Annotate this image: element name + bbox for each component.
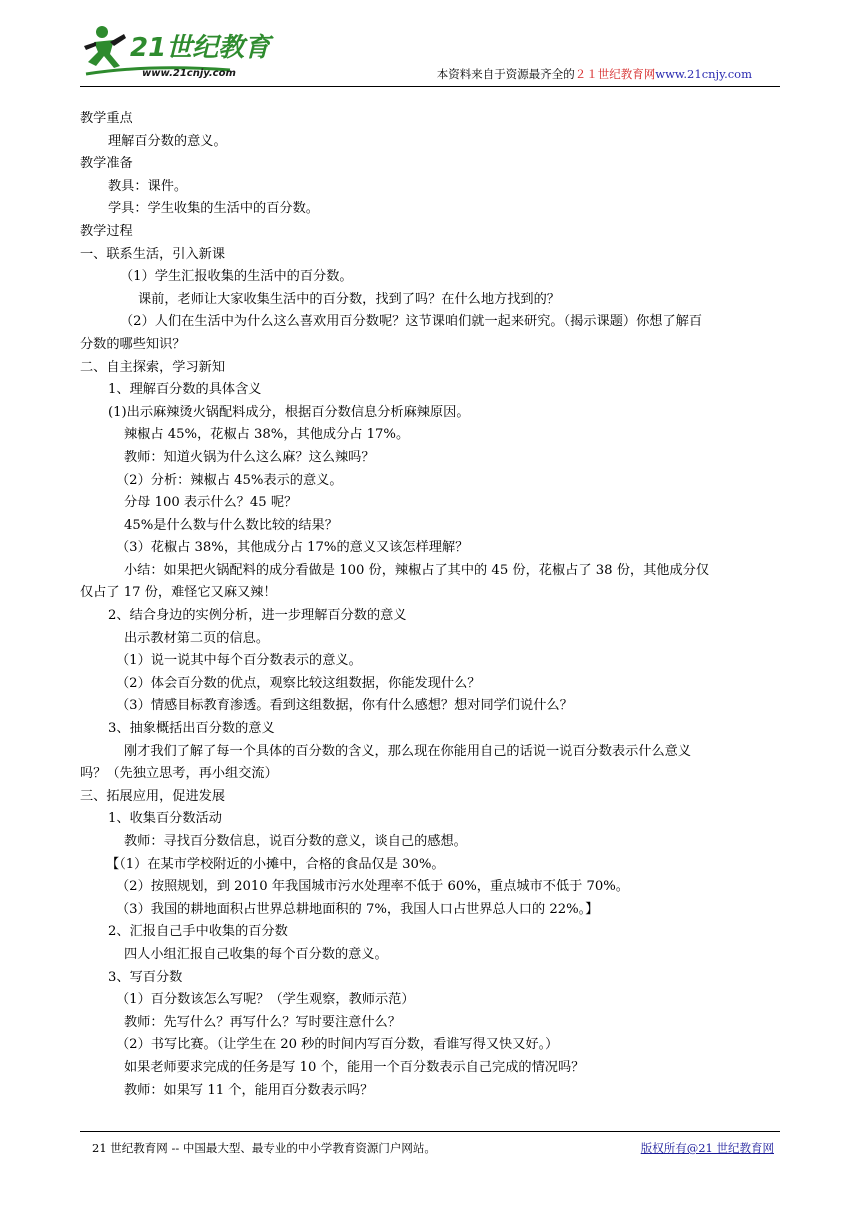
header-note-prefix: 本资料来自于资源最齐全的 <box>436 67 575 81</box>
text-line: 教师：先写什么？再写什么？写时要注意什么？ <box>124 1014 401 1030</box>
text-line: 分数的哪些知识？ <box>80 336 186 352</box>
text-line: （3）我国的耕地面积占世界总耕地面积的 7%，我国人口占世界总人口的 22%。】 <box>116 901 599 917</box>
footer-divider <box>80 1131 780 1132</box>
text-line: 教具：课件。 <box>108 178 188 194</box>
page-header <box>80 20 780 86</box>
text-line: 如果老师要求完成的任务是写 10 个，能用一个百分数表示自己完成的情况吗？ <box>124 1059 585 1075</box>
text-line: 小结：如果把火锅配料的成分看做是 100 份，辣椒占了其中的 45 份，花椒占了 38 份，其他成分仅 <box>124 562 710 578</box>
text-line: 分母 100 表示什么？45 呢？ <box>124 495 298 511</box>
footer-tagline: 21 世纪教育网 -- 中国最大型、最专业的中小学教育资源门户网站。 <box>92 1141 436 1155</box>
text-line: 仅占了 17 份，难怪它又麻又辣！ <box>80 585 277 601</box>
text-line: （2）人们在生活中为什么这么喜欢用百分数呢？这节课咱们就一起来研究。（揭示课题）你想了解百 <box>120 314 703 330</box>
text-line: （1）说一说其中每个百分数表示的意义。 <box>116 653 362 669</box>
text-line: 教师：寻找百分数信息，说百分数的意义，谈自己的感想。 <box>124 834 467 849</box>
text-line: （1）百分数该怎么写呢？（学生观察，教师示范） <box>116 992 415 1008</box>
logo-wordmark: 21世纪教育 <box>130 33 271 63</box>
text-line: 理解百分数的意义。 <box>108 133 227 149</box>
text-line: 一、联系生活，引入新课 <box>80 246 226 262</box>
text-line: 1、理解百分数的具体含义 <box>108 382 262 398</box>
header-source-note <box>437 66 752 82</box>
text-line: （2）按照规划，到 2010 年我国城市污水处理率不低于 60%，重点城市不低于 70%。 <box>116 879 629 895</box>
text-line: 刚才我们了解了每一个具体的百分数的含义，那么现在你能用自己的话说一说百分数表示什么意义 <box>124 743 692 759</box>
text-line: 【（1）在某市学校附近的小摊中，合格的食品仅是 30%。 <box>106 856 445 872</box>
text-line: 1、收集百分数活动 <box>108 811 222 827</box>
header-note-site[interactable]: www.21cnjy.com <box>655 67 752 81</box>
text-line: （3）情感目标教育渗透。看到这组数据，你有什么感想？想对同学们说什么？ <box>116 698 573 714</box>
logo-url: www.21cnjy.com <box>142 68 236 79</box>
text-line: （2）体会百分数的优点，观察比较这组数据，你能发现什么？ <box>116 675 481 691</box>
text-line: 教学过程 <box>80 223 133 239</box>
header-divider <box>80 86 780 87</box>
text-line: 3、抽象概括出百分数的意义 <box>108 721 275 737</box>
text-line: 辣椒占 45%，花椒占 38%，其他成分占 17%。 <box>124 427 410 443</box>
text-line: 2、结合身边的实例分析，进一步理解百分数的意义 <box>108 608 407 624</box>
text-line: 3、写百分数 <box>108 969 183 985</box>
header-note-brand: ２１世纪教育网 <box>574 67 656 81</box>
text-line: 教学准备 <box>80 156 133 172</box>
text-line: (1)出示麻辣烫火锅配料成分，根据百分数信息分析麻辣原因。 <box>108 404 470 420</box>
text-line: 出示教材第二页的信息。 <box>124 630 270 646</box>
document-body <box>80 108 780 1102</box>
text-line: 学具：学生收集的生活中的百分数。 <box>108 201 319 217</box>
text-line: 2、汇报自己手中收集的百分数 <box>108 924 288 940</box>
text-line: 四人小组汇报自己收集的每个百分数的意义。 <box>124 946 388 962</box>
21cnjy-logo <box>80 20 290 82</box>
text-line: （2）书写比赛。（让学生在 20 秒的时间内写百分数，看谁写得又快又好。） <box>116 1037 559 1053</box>
text-line: （1）学生汇报收集的生活中的百分数。 <box>120 269 353 285</box>
text-line: 课前，老师让大家收集生活中的百分数，找到了吗？在什么地方找到的？ <box>138 291 560 307</box>
footer-copyright-link[interactable]: 版权所有@21 世纪教育网 <box>640 1141 774 1155</box>
text-line: 教师：知道火锅为什么这么麻？这么辣吗？ <box>124 449 375 465</box>
text-line: 二、自主探索，学习新知 <box>80 359 226 375</box>
text-line: 教学重点 <box>80 111 133 126</box>
text-line: 45%是什么数与什么数比较的结果？ <box>124 517 338 533</box>
text-line: 三、拓展应用，促进发展 <box>80 788 226 804</box>
text-line: （2）分析：辣椒占 45%表示的意义。 <box>116 472 343 488</box>
text-line: 吗？（先独立思考，再小组交流） <box>80 766 278 782</box>
text-line: （3）花椒占 38%，其他成分占 17%的意义又该怎样理解？ <box>116 540 469 556</box>
text-line: 教师：如果写 11 个，能用百分数表示吗？ <box>124 1082 374 1098</box>
